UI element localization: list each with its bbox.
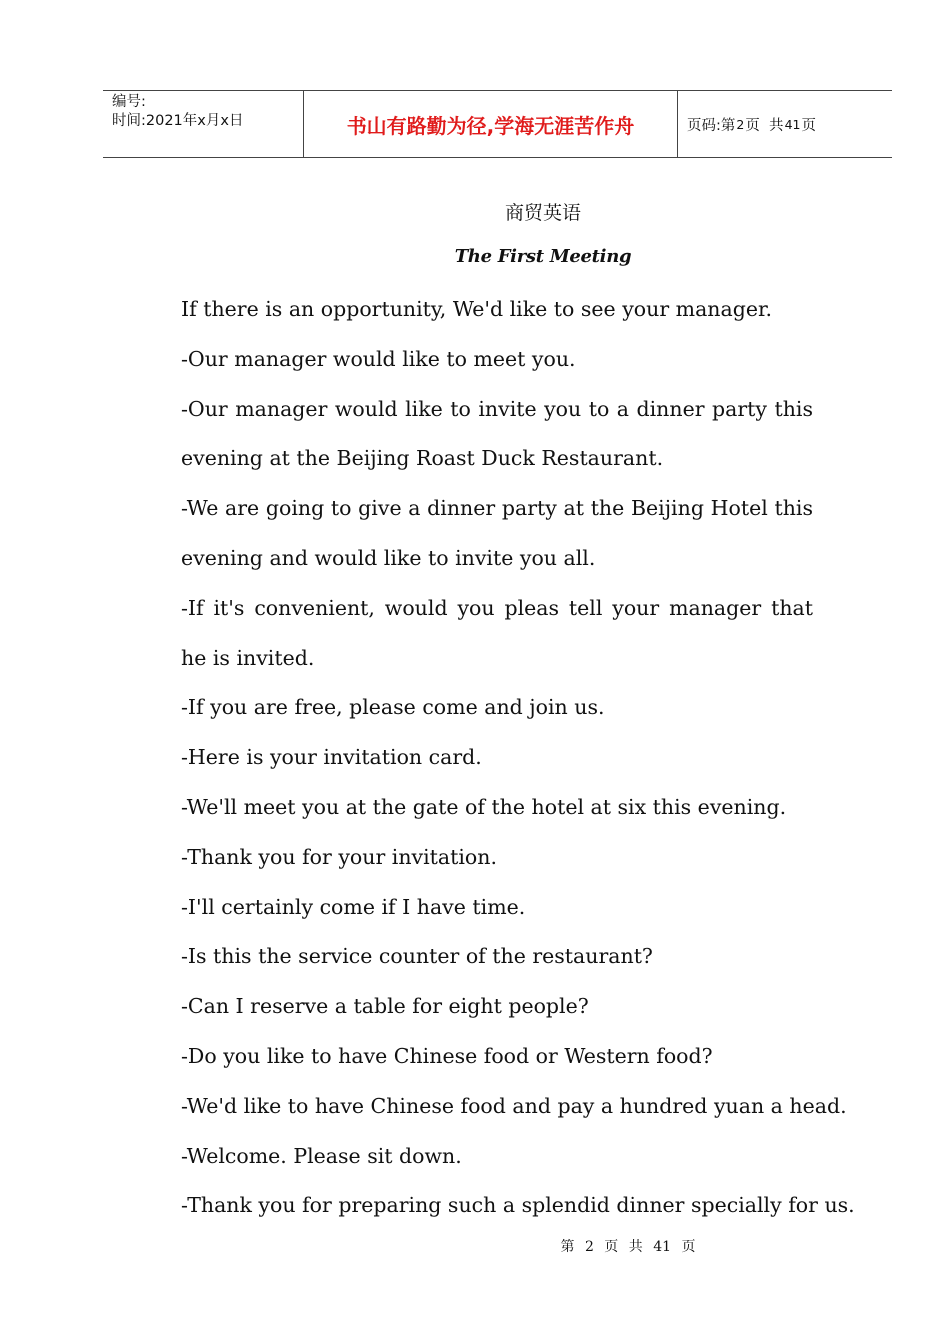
dialogue-content xyxy=(181,285,855,1231)
page-label-suffix: 页 xyxy=(801,117,816,134)
page-footer: 第 2 页 共 41 页 xyxy=(560,1239,696,1255)
sentence-line: -Do you like to have Chinese food or Western food? xyxy=(181,1043,713,1068)
sentence-line: -Thank you for preparing such a splendid dinner specially for us. xyxy=(181,1193,855,1218)
sentence-line: -Here is your invitation card. xyxy=(181,745,482,770)
sentence-line: -Thank you for your invitation. xyxy=(181,844,497,869)
english-title: The First Meeting xyxy=(454,246,632,267)
sentence-line: -Is this the service counter of the restaurant? xyxy=(181,944,653,969)
page-label-mid: 页 共 xyxy=(745,117,784,134)
page-current: 2 xyxy=(736,116,745,132)
header-info-cell xyxy=(103,91,304,157)
page-label-prefix: 页码:第 xyxy=(687,117,736,134)
header-page-cell xyxy=(678,91,892,157)
sentence-line: -Our manager would like to invite you to a dinner party this evening at the Beijing Roast Duck Restaurant. xyxy=(181,396,813,471)
sentence-line: -Welcome. Please sit down. xyxy=(181,1143,462,1168)
sentence-line: -If it's convenient, would you pleas tell your manager that he is invited. xyxy=(181,595,813,670)
sentence-line: -Our manager would like to meet you. xyxy=(181,346,576,371)
sentence-line: -We'll meet you at the gate of the hotel at six this evening. xyxy=(181,794,787,819)
date-label: 时间:2021年x月x日 xyxy=(112,113,244,129)
sentence-line: -If you are free, please come and join us. xyxy=(181,695,605,720)
sentence-line: If there is an opportunity, We'd like to see your manager. xyxy=(181,297,773,321)
sentence-line: -We'd like to have Chinese food and pay a hundred yuan a head. xyxy=(181,1093,847,1118)
serial-number-label: 编号: xyxy=(112,94,146,110)
page-total: 41 xyxy=(784,116,801,132)
sentence-line: -We are going to give a dinner party at the Beijing Hotel this evening and would like to invite you all. xyxy=(181,496,813,570)
chinese-title: 商贸英语 xyxy=(504,202,581,224)
motto-text: 书山有路勤为径,学海无涯苦作舟 xyxy=(346,113,635,138)
sentence-line: -Can I reserve a table for eight people? xyxy=(181,994,589,1019)
sentence-line: -I'll certainly come if I have time. xyxy=(181,894,526,919)
document-header xyxy=(103,90,892,158)
header-motto-cell xyxy=(304,91,678,157)
